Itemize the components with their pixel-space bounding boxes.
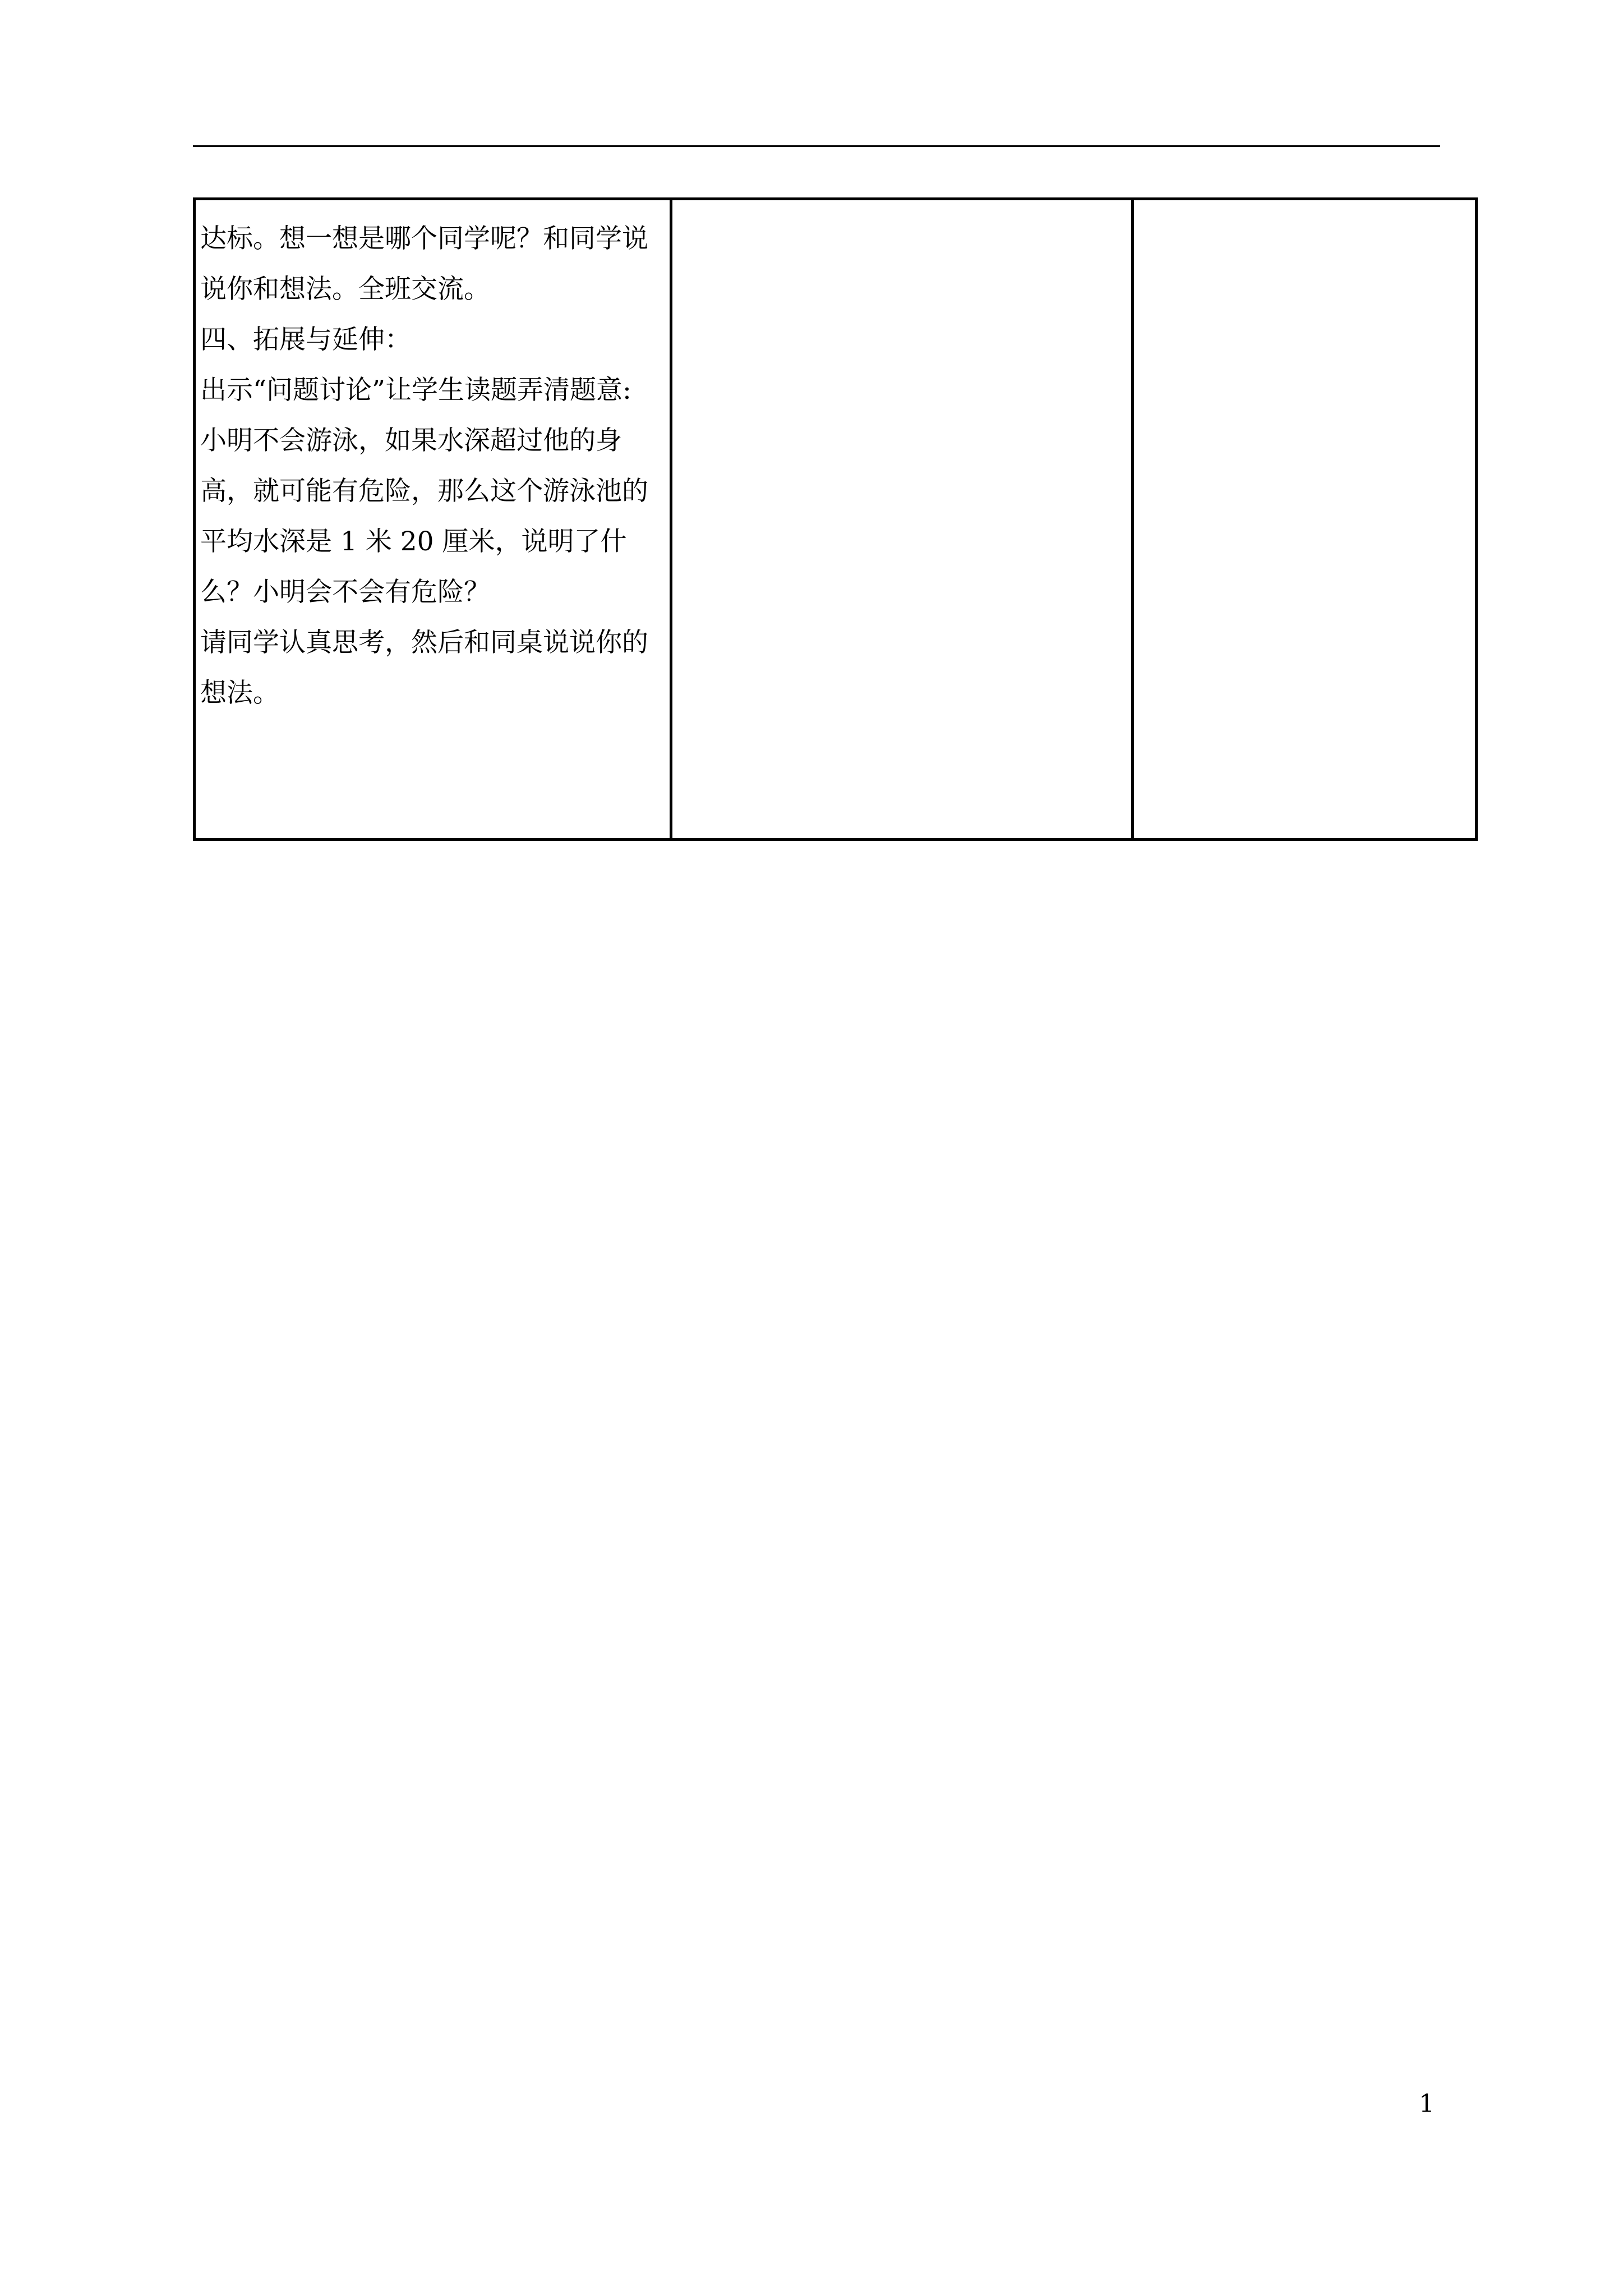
header-rule <box>193 145 1440 147</box>
text-line: 出示“问题讨论”让学生读题弄清题意: <box>200 375 631 406</box>
text-line: 达标。想一想是哪个同学呢？和同学说 <box>200 223 648 254</box>
text-line: 小明不会游泳，如果水深超过他的身 <box>200 425 622 456</box>
empty-cell-middle <box>671 199 1133 840</box>
text-line: 想法。 <box>200 678 279 708</box>
text-line: 平均水深是 1 米 20 厘米，说明了什 <box>200 526 627 557</box>
table-row <box>195 199 1477 840</box>
text-line: 高，就可能有危险，那么这个游泳池的 <box>200 476 648 507</box>
teaching-process-text <box>196 200 670 719</box>
text-line: 请同学认真思考，然后和同桌说说你的 <box>200 627 648 658</box>
text-line: 么？小明会不会有危险？ <box>200 577 490 608</box>
page-number: 1 <box>1419 2090 1435 2118</box>
teaching-process-cell <box>195 199 671 840</box>
lesson-plan-table <box>193 197 1478 841</box>
empty-cell-right <box>1133 199 1477 840</box>
text-line: 说你和想法。全班交流。 <box>200 274 490 305</box>
text-line: 四、拓展与延伸： <box>200 324 411 355</box>
